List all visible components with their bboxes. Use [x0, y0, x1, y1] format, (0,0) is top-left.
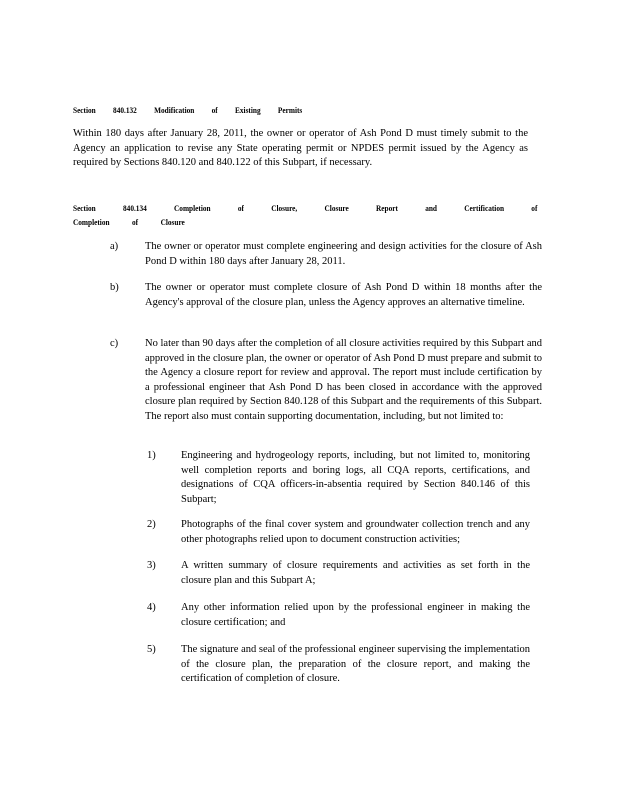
list-item-text: The owner or operator must complete closure of Ash Pond D within 18 months after the Agency's approval of the closure plan, unless the Agency approves an alternative timeline. — [145, 282, 542, 308]
sub-item-text: Photographs of the final cover system and groundwater collection trench and any other photographs relied upon to document construction activities; — [181, 519, 530, 545]
section-heading-840-132: Section 840.132 Modification of Existing Permits — [73, 105, 303, 115]
sub-item-label: 1) — [147, 450, 156, 461]
list-item-text: The owner or operator must complete engineering and design activities for the closure of Ash Pond D within 180 days after January 28, 2011. — [145, 241, 542, 267]
list-item-label: c) — [110, 338, 119, 349]
sub-item-text: The signature and seal of the professional engineer supervising the implementation of the closure plan, the preparation of the closure report, and making the certification of completion of closure. — [181, 644, 530, 685]
list-item-label: b) — [110, 282, 119, 293]
sub-item-label: 3) — [147, 560, 156, 571]
sub-item-label: 5) — [147, 644, 156, 655]
list-item-text: No later than 90 days after the completion of all closure activities required by this Subpart and approved in the closure plan, the owner or operator of Ash Pond D must prepare and submit to the Agency a closure report for review and approval. The report must include certification by a professional engineer that Ash Pond D has been closed in accordance with the approved closure plan required by Section 840.128 of this Subpart and the requirements of this Subpart. The report also must contain supporting documentation, including, but not limited to: — [145, 338, 542, 422]
sub-item-text: Engineering and hydrogeology reports, including, but not limited to, monitoring well completion reports and boring logs, all CQA reports, certifications, and designations of CQA officers-in-absentia required by Section 840.146 of this Subpart; — [181, 450, 530, 505]
sub-item-label: 2) — [147, 519, 156, 530]
sub-item-label: 4) — [147, 602, 156, 613]
sub-item-text: A written summary of closure requirements and activities as set forth in the closure plan and this Subpart A; — [181, 560, 530, 586]
section-840-132-body: Within 180 days after January 28, 2011, the owner or operator of Ash Pond D must timely submit to the Agency an application to revise any State operating permit or NPDES permit issued by the Agency as required by Sections 840.120 and 840.122 of this Subpart, if necessary. — [73, 128, 528, 168]
section-heading-840-134: Section 840.134 Completion of Closure, Closure Report and Certification of Completion of Closure — [73, 203, 538, 227]
sub-item-text: Any other information relied upon by the professional engineer in making the closure certification; and — [181, 602, 530, 628]
list-item-label: a) — [110, 241, 119, 252]
